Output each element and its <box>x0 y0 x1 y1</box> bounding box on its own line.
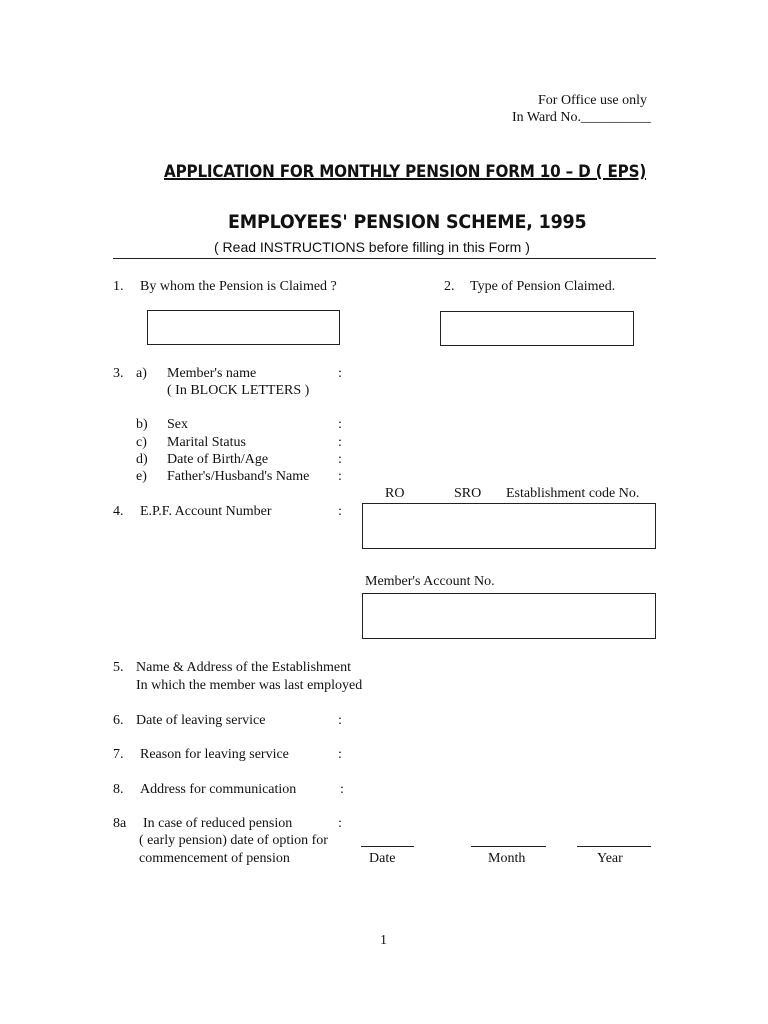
member-account-label: Member's Account No. <box>365 574 495 589</box>
member-account-box[interactable] <box>362 593 656 639</box>
q2-label: Type of Pension Claimed. <box>470 279 616 294</box>
pension-type-box[interactable] <box>440 311 634 346</box>
epf-account-label: E.P.F. Account Number <box>140 504 272 519</box>
ro-header: RO <box>385 486 405 501</box>
epf-account-box[interactable] <box>362 503 656 549</box>
leaving-reason-colon: : <box>338 747 342 762</box>
address-label: Address for communication <box>140 782 297 797</box>
q5-number: 5. <box>113 660 124 675</box>
q7-number: 7. <box>113 747 124 762</box>
epf-account-colon: : <box>338 504 342 519</box>
date-caption: Date <box>369 851 396 866</box>
form-title: APPLICATION FOR MONTHLY PENSION FORM 10 – D ( EPS) <box>164 162 647 181</box>
date-blank[interactable] <box>361 846 414 847</box>
sro-header: SRO <box>454 486 482 501</box>
q3b-letter: b) <box>136 417 148 432</box>
sex-colon: : <box>338 417 342 432</box>
q2-number: 2. <box>444 279 455 294</box>
office-use-label: For Office use only <box>538 93 647 108</box>
marital-status-label: Marital Status <box>167 435 246 450</box>
leaving-reason-label: Reason for leaving service <box>140 747 289 762</box>
date-of-birth-label: Date of Birth/Age <box>167 452 269 467</box>
month-caption: Month <box>488 851 526 866</box>
q1-number: 1. <box>113 279 124 294</box>
q3-number: 3. <box>113 366 124 381</box>
last-employed-label: In which the member was last employed <box>136 678 363 693</box>
year-blank[interactable] <box>577 846 651 847</box>
early-pension-label: ( early pension) date of option for <box>139 833 328 848</box>
father-husband-name-label: Father's/Husband's Name <box>167 469 310 484</box>
address-colon: : <box>340 782 344 797</box>
q1-label: By whom the Pension is Claimed ? <box>140 279 337 294</box>
reduced-pension-label: In case of reduced pension <box>143 816 293 831</box>
q4-number: 4. <box>113 504 124 519</box>
instructions-note: ( Read INSTRUCTIONS before filling in this Form ) <box>214 239 530 255</box>
father-husband-name-colon: : <box>338 469 342 484</box>
commencement-label: commencement of pension <box>139 851 290 866</box>
leaving-date-colon: : <box>338 713 342 728</box>
month-blank[interactable] <box>471 846 546 847</box>
q3c-letter: c) <box>136 435 147 450</box>
q8-number: 8. <box>113 782 124 797</box>
establishment-name-label: Name & Address of the Establishment <box>136 660 352 675</box>
page-number: 1 <box>380 933 387 948</box>
member-name-label: Member's name <box>167 366 257 381</box>
leaving-date-label: Date of leaving service <box>136 713 266 728</box>
q8a-number: 8a <box>113 816 127 831</box>
block-letters-note: ( In BLOCK LETTERS ) <box>167 383 310 398</box>
establishment-code-header: Establishment code No. <box>506 486 640 501</box>
q3a-letter: a) <box>136 366 147 381</box>
sex-label: Sex <box>167 417 188 432</box>
pension-claimed-by-box[interactable] <box>147 310 340 345</box>
year-caption: Year <box>597 851 623 866</box>
marital-status-colon: : <box>338 435 342 450</box>
date-of-birth-colon: : <box>338 452 342 467</box>
reduced-pension-colon: : <box>338 816 342 831</box>
member-name-colon: : <box>338 366 342 381</box>
header-divider <box>113 258 656 259</box>
inward-number-label: In Ward No.__________ <box>512 110 651 125</box>
q6-number: 6. <box>113 713 124 728</box>
q3e-letter: e) <box>136 469 147 484</box>
scheme-title: EMPLOYEES' PENSION SCHEME, 1995 <box>228 211 587 233</box>
q3d-letter: d) <box>136 452 148 467</box>
